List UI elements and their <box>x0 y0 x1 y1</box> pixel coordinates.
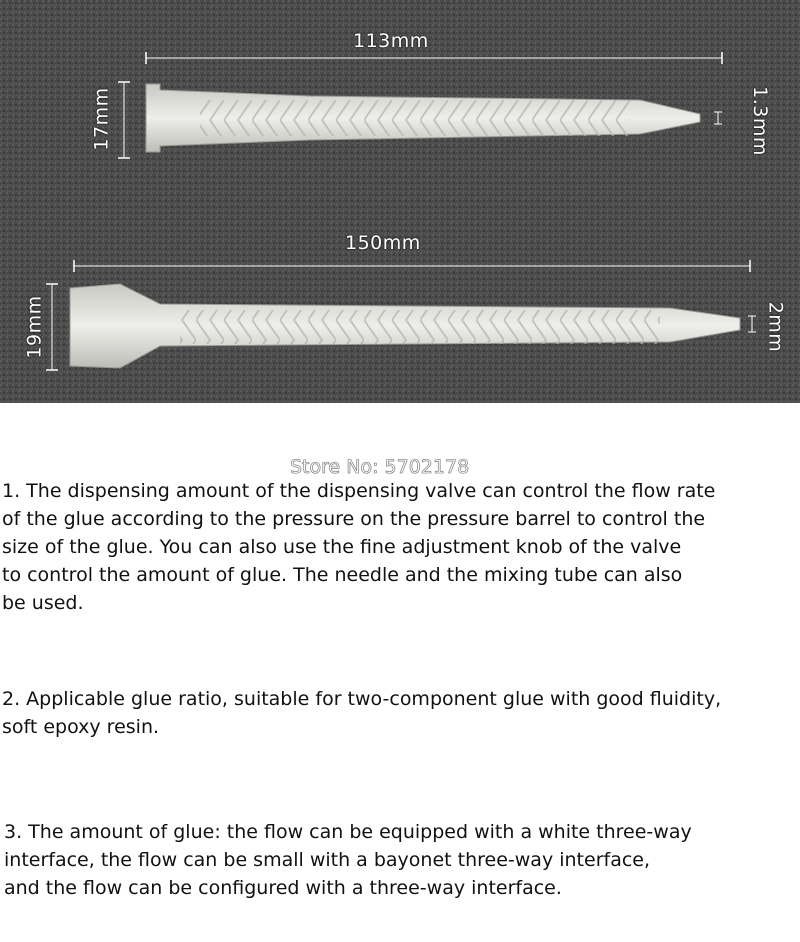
product-photo <box>0 0 800 403</box>
store-watermark: Store No: 5702178 <box>290 456 470 478</box>
tip-label-short: 1.3mm <box>748 86 771 156</box>
diameter-label-long: 19mm <box>23 295 46 359</box>
diameter-label-short: 17mm <box>90 87 113 151</box>
paragraph-1: 1. The dispensing amount of the dispensing valve can control the flow rate of the glue according to the pressure on the pressure barrel to control the size of the glue. You can also use the fine adjustment knob of the valve to control the amount of glue. The needle and the mixing tube can also be used. <box>2 480 716 614</box>
paragraph-2: 2. Applicable glue ratio, suitable for two-component glue with good fluidity, soft epoxy resin. <box>2 688 722 738</box>
tip-label-long: 2mm <box>764 301 787 353</box>
length-label-short: 113mm <box>353 30 429 52</box>
length-label-long: 150mm <box>345 232 421 254</box>
mixing-tubes-illustration <box>0 0 800 403</box>
paragraph-3: 3. The amount of glue: the flow can be equipped with a white three-way interface, the flow can be small with a bayonet three-way interface, and the flow can be configured with a three-way interface. <box>4 821 692 899</box>
